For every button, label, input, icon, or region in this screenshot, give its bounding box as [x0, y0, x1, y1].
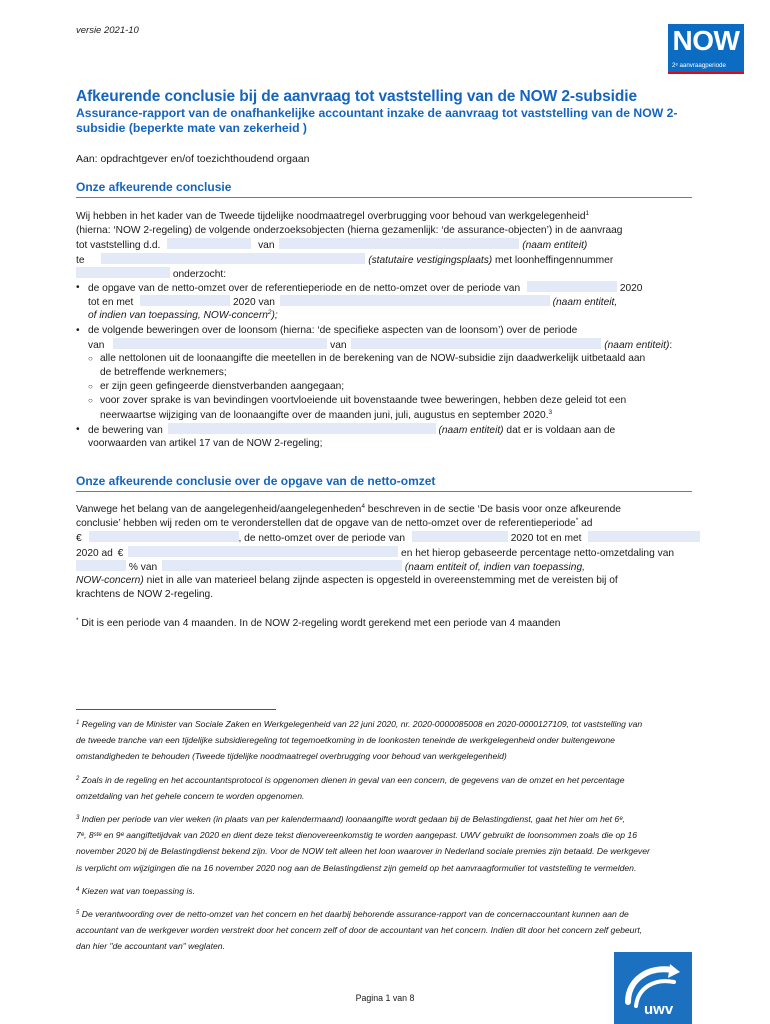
bullet-continuation — [76, 437, 696, 451]
text: (statutaire vestigingsplaats) — [368, 254, 493, 266]
text: Dit is een periode van 4 maanden. In de NOW 2-regeling wordt gerekend met een periode van 4 maanden — [81, 618, 561, 629]
sub-bullet-item — [76, 352, 696, 366]
text: : — [669, 339, 673, 351]
text: € — [117, 547, 124, 559]
text: (hierna: ‘NOW 2-regeling) de volgende onderzoeksobjecten (hierna gezamenlijk: ‘de assurance-objecten’) in de aanvraag — [76, 225, 623, 237]
now-logo — [668, 24, 744, 74]
paragraph-line — [76, 253, 696, 267]
text: (naam entiteit) — [522, 240, 588, 252]
sub-bullet: ○ — [88, 396, 93, 406]
text: of indien van toepassing, NOW-concern — [88, 310, 268, 322]
text: november 2020 bij de Belastingdienst bekend zijn. Voor de NOW telt alleen het loon waarover in Nederland sociale premies zijn betaald. De werkgever — [76, 846, 650, 857]
text: dat er is voldaan aan de — [506, 424, 616, 436]
paragraph-line — [76, 560, 696, 574]
document-subtitle: Assurance-rapport van de onafhankelijke accountant inzake de aanvraag tot vaststelling van de NOW 2-subsidie (beperkte mate van zekerheid ) — [76, 106, 678, 135]
entity-name-field[interactable] — [168, 423, 436, 434]
text: neerwaartse wijziging van de loonaangifte over de maanden juni, juli, augustus en september 2020. — [100, 409, 549, 421]
period-start-field[interactable] — [113, 338, 327, 349]
text: voorwaarden van artikel 17 van de NOW 2-regeling; — [88, 438, 323, 449]
text: ad — [581, 518, 593, 530]
period-note — [76, 618, 560, 629]
entity-name-field[interactable] — [279, 238, 519, 249]
bullet-item — [76, 324, 696, 338]
footnote-ref: 3 — [548, 408, 553, 416]
bullet: • — [76, 324, 80, 336]
text: De verantwoording over de netto-omzet van het concern en het daarbij behorende assurance-rapport van de concernaccountant kunnen aan de — [81, 909, 629, 920]
text: en het hierop gebaseerde percentage netto-omzetdaling van — [401, 547, 675, 559]
period-start-field[interactable] — [527, 281, 617, 292]
text: Indien per periode van vier weken (in plaats van per kalendermaand) loonaangifte wordt gedaan bij de Belastingdienst, gaat het hier om het 6ᵉ, — [81, 814, 625, 825]
date-field[interactable] — [167, 238, 251, 249]
text: ); — [271, 310, 278, 322]
now-logo-subtext: 2ᵉ aanvraagperiode — [672, 62, 726, 69]
amount-field[interactable] — [89, 531, 239, 542]
footnote-number: 3 — [76, 815, 80, 822]
text: Zoals in de regeling en het accountantsprotocol is opgenomen dienen in geval van een concern, de gegevens van de omzet en het percentage — [81, 774, 625, 785]
section-conclusion-body — [76, 210, 696, 451]
period-end-field[interactable] — [588, 531, 700, 542]
sub-bullet-item — [76, 394, 696, 408]
sub-bullet-continuation — [76, 366, 696, 380]
footnote-ref: 2 — [267, 309, 272, 317]
text: accountant van de werkgever worden verstrekt door het concern zelf of door de accountant van het concern. Indien dit door het concern zelf gebeurt, — [76, 925, 643, 936]
text: tot en met — [88, 297, 134, 309]
text: de tweede tranche van een tijdelijke subsidieregeling tot tegemoetkoming in de loonkosten teneinde de werkgelegenheid onder buitengewone — [76, 735, 615, 746]
addressee-line: Aan: opdrachtgever en/of toezichthoudend orgaan — [76, 153, 310, 165]
bullet-item — [76, 423, 696, 437]
tax-number-field[interactable] — [76, 267, 170, 278]
footnote-ref: 1 — [585, 210, 590, 217]
text: (naam entiteit of, indien van toepassing, — [404, 561, 585, 573]
text: Vanwege het belang van de aangelegenheid/aangelegenheden — [76, 504, 362, 515]
uwv-logo-mark — [614, 952, 692, 1024]
sub-bullet-continuation — [76, 409, 696, 423]
text: voor zover sprake is van bevindingen voortvloeiende uit bovenstaande twee beweringen, hebben deze geleid tot een — [100, 395, 627, 407]
bullet: • — [76, 423, 80, 435]
sub-bullet-item — [76, 380, 696, 394]
text: de betreffende werknemers; — [100, 367, 227, 379]
bullet-item — [76, 281, 696, 295]
text: (naam entiteit, — [552, 297, 618, 309]
footnote-4 — [76, 883, 688, 899]
text: Wij hebben in het kader van de Tweede tijdelijke noodmaatregel overbrugging voor behoud van werkgelegenheid — [76, 211, 586, 222]
location-field[interactable] — [101, 253, 365, 264]
text: dan hier "de accountant van" weglaten. — [76, 941, 225, 952]
footnote-number: 2 — [76, 775, 80, 782]
text: % van — [128, 561, 158, 573]
text: (naam entiteit) — [604, 339, 670, 351]
footnote-1 — [76, 716, 688, 765]
text: conclusie’ hebben wij reden om te veronderstellen dat de opgave van de netto-omzet over de referentieperiode — [76, 518, 576, 530]
footnote-divider — [76, 709, 276, 710]
footnote-2 — [76, 772, 688, 804]
paragraph-line — [76, 503, 696, 517]
text: er zijn geen gefingeerde dienstverbanden aangegaan; — [100, 381, 345, 393]
entity-name-field[interactable] — [351, 338, 601, 349]
page-number: Pagina 1 van 8 — [355, 993, 415, 1003]
text: van — [88, 339, 105, 351]
footnote-ref: * — [575, 517, 579, 525]
now-logo-text: NOW — [672, 25, 740, 56]
text: Regeling van de Minister van Sociale Zaken en Werkgelegenheid van 22 juni 2020, nr. 2020-0000085008 en 2020-0000127109, tot vaststelling van — [81, 719, 643, 729]
bullet-continuation — [76, 309, 696, 323]
text: (naam entiteit) — [438, 424, 504, 436]
footnote-number: 4 — [76, 886, 80, 893]
text: niet in alle van materieel belang zijnde aspecten is opgesteld in overeenstemming met de vereisten bij of — [146, 574, 618, 586]
uwv-logo — [614, 952, 692, 1024]
bullet-continuation — [76, 295, 696, 309]
period-start-field[interactable] — [412, 531, 508, 542]
footnote-ref: * — [76, 617, 79, 624]
text: omstandigheden te behouden (Tweede tijdelijke noodmaatregel overbrugging voor behoud van werkgelegenheid) — [76, 751, 507, 762]
footnote-number: 1 — [76, 720, 80, 726]
text: krachtens de NOW 2-regeling. — [76, 589, 214, 601]
uwv-logo-text: uwv — [644, 1001, 674, 1018]
text: 2020 — [619, 282, 643, 294]
now-logo-accent — [668, 72, 744, 74]
paragraph-line — [76, 517, 696, 531]
amount-field[interactable] — [128, 546, 398, 557]
text: 2020 van — [233, 297, 275, 309]
document-title: Afkeurende conclusie bij de aanvraag tot vaststelling van de NOW 2-subsidie — [76, 88, 637, 105]
text: de bewering van — [88, 424, 163, 436]
paragraph-line — [76, 531, 696, 545]
text: Kiezen wat van toepassing is. — [81, 885, 195, 896]
text: van — [258, 240, 275, 252]
text: 2020 tot en met — [510, 533, 582, 545]
sub-bullet: ○ — [88, 382, 93, 392]
sub-bullet: ○ — [88, 353, 93, 363]
section-net-turnover-body — [76, 503, 696, 602]
text: onderzocht: — [172, 268, 227, 280]
paragraph-line — [76, 588, 696, 602]
text: de volgende beweringen over de loonsom (hierna: ‘de specifieke aspecten van de loonsom’) over de periode — [88, 324, 578, 336]
text: omzetdaling van het gehele concern te worden opgenomen. — [76, 790, 305, 801]
footnote-3 — [76, 811, 688, 876]
percentage-field[interactable] — [76, 560, 126, 571]
paragraph-line — [76, 210, 696, 224]
paragraph-line — [76, 267, 696, 281]
entity-name-field[interactable] — [162, 560, 402, 571]
entity-name-field[interactable] — [280, 295, 550, 306]
bullet: • — [76, 281, 80, 293]
footnote-number: 5 — [76, 910, 80, 917]
text: van — [330, 339, 347, 351]
text: € — [76, 533, 82, 545]
section-heading-conclusion: Onze afkeurende conclusie — [76, 180, 692, 198]
text: 7ᵉ, 8ˢᵗᵉ en 9ᵉ aangiftetijdvak van 2020 en dient deze tekst dienovereenkomstig te worden aangepast. UWV gebruikt de loonsommen zoals die op 16 — [76, 830, 637, 841]
period-end-field[interactable] — [140, 295, 230, 306]
paragraph-line — [76, 224, 696, 238]
text: alle nettolonen uit de loonaangifte die meetellen in de berekening van de NOW-subsidie zijn daadwerkelijk uitbetaald aan — [100, 352, 646, 364]
footnote-5 — [76, 906, 688, 955]
text: tot vaststelling d.d. — [76, 240, 161, 252]
paragraph-line — [76, 238, 696, 252]
text: met loonheffingennummer — [495, 254, 614, 266]
text: NOW-concern) — [76, 574, 144, 586]
paragraph-line — [76, 574, 696, 588]
text: de opgave van de netto-omzet over de referentieperiode en de netto-omzet over de periode van — [88, 282, 521, 294]
bullet-continuation — [76, 338, 696, 352]
version-label: versie 2021-10 — [76, 25, 139, 36]
text: 2020 ad — [76, 547, 113, 559]
footnotes — [76, 716, 688, 962]
text: beschreven in de sectie ‘De basis voor onze afkeurende — [367, 504, 621, 515]
text: , de netto-omzet over de periode van — [238, 533, 406, 545]
paragraph-line — [76, 546, 696, 560]
text: is verplicht om wijzigingen die na 16 november 2020 nog aan de Belastingdienst zijn gemeld op het aanvraagformulier tot vaststelling te vermelden. — [76, 862, 637, 873]
footnote-ref: 4 — [361, 503, 365, 510]
text: te — [76, 254, 85, 266]
section-heading-net-turnover: Onze afkeurende conclusie over de opgave van de netto-omzet — [76, 474, 692, 492]
